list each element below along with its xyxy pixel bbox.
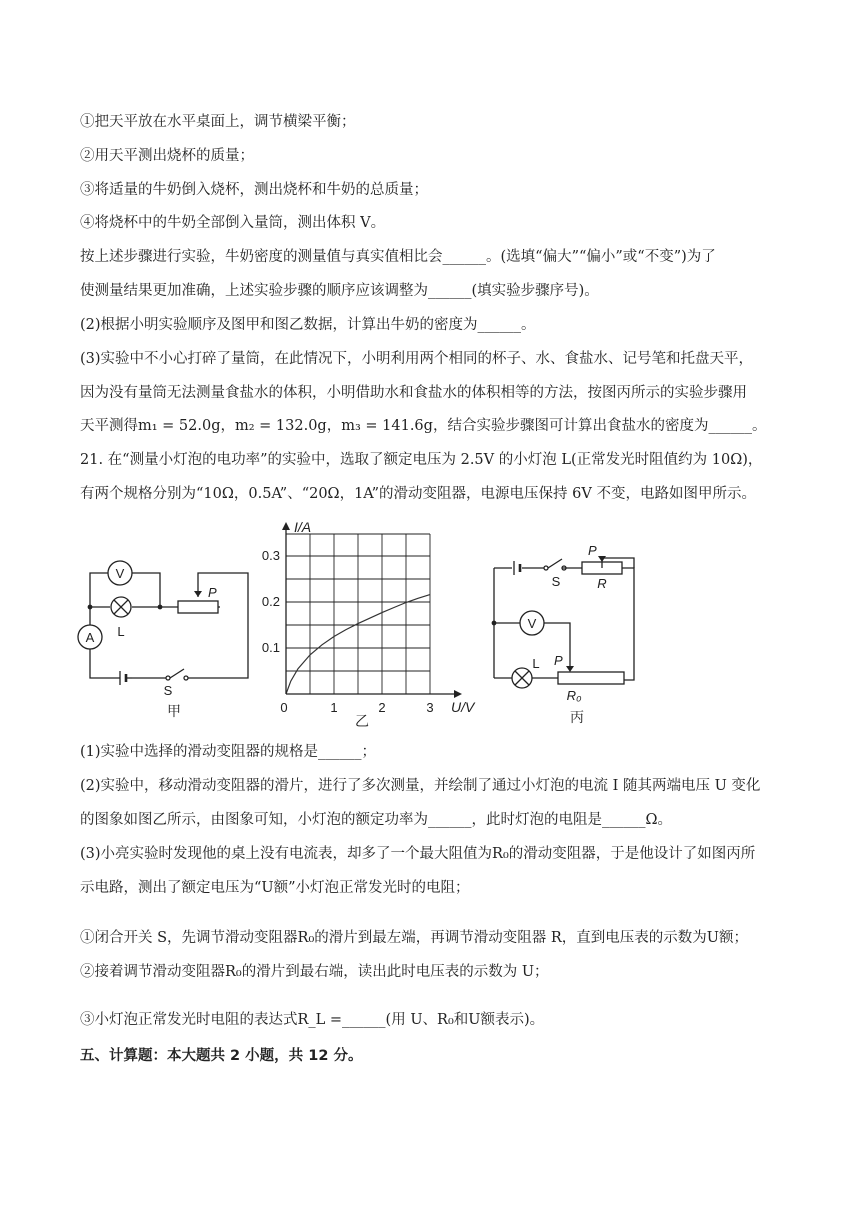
procedure-step-1: ①闭合开关 S，先调节滑动变阻器R₀的滑片到最左端，再调节滑动变阻器 R，直到电压表的示数为U额；: [80, 930, 749, 946]
rheostat-r0-icon: [558, 672, 624, 684]
question-2: (2)根据小明实验顺序及图甲和图乙数据，计算出牛奶的密度为______。: [80, 317, 536, 333]
switch-label: S: [163, 683, 173, 698]
x-tick-label: 1: [330, 700, 338, 715]
rheostat-r-label: R: [597, 576, 607, 591]
problem-21-line-2: 有两个规格分别为“10Ω，0.5A”、“20Ω，1A”的滑动变阻器，电源电压保持 6V 不变，电路如图甲所示。: [80, 486, 756, 502]
y-axis-label: I/A: [294, 519, 312, 535]
subquestion-3-line-1: (3)小亮实验时发现他的桌上没有电流表，却多了一个最大阻值为R₀的滑动变阻器，于是他设计了如图丙所: [80, 846, 756, 862]
switch-label: S: [551, 574, 561, 589]
subquestion-2-line-2: 的图象如图乙所示，由图象可知，小灯泡的额定功率为______，此时灯泡的电阻是______Ω。: [80, 812, 673, 828]
x-tick-label: 0: [280, 700, 288, 715]
question-3-line-2: 因为没有量筒无法测量食盐水的体积，小明借助水和食盐水的体积相等的方法，按图丙所示的实验步骤用: [80, 385, 747, 401]
subquestion-2-line-1: (2)实验中，移动滑动变阻器的滑片，进行了多次测量，并绘制了通过小灯泡的电流 I 随其两端电压 U 变化: [80, 778, 761, 794]
slider-label: P: [208, 585, 217, 600]
question-1-line-2: 使测量结果更加准确，上述实验步骤的顺序应该调整为______(填实验步骤序号)。: [80, 283, 599, 299]
rheostat-r0-label: R₀: [566, 688, 582, 703]
ammeter-label: A: [85, 630, 95, 645]
figure-bing-caption: 丙: [570, 709, 584, 725]
voltmeter-label: V: [115, 566, 125, 581]
step-4: ④将烧杯中的牛奶全部倒入量筒，测出体积 V。: [80, 215, 386, 231]
y-tick-label: 0.1: [261, 640, 280, 655]
x-axis-label: U/V: [451, 699, 475, 715]
subquestion-1: (1)实验中选择的滑动变阻器的规格是______；: [80, 744, 377, 760]
figure-bing-circuit: [482, 530, 652, 730]
lamp-label: L: [532, 656, 540, 671]
x-tick-label: 2: [378, 700, 386, 715]
slider-top-label: P: [588, 543, 597, 558]
figure-jia-circuit: [70, 545, 260, 725]
figure-yi-chart: [258, 512, 478, 734]
section-heading: 五、计算题：本大题共 2 小题，共 12 分。: [80, 1048, 363, 1064]
procedure-step-3: ③小灯泡正常发光时电阻的表达式R_L =______(用 U、R₀和U额表示)。: [80, 1012, 545, 1028]
y-tick-label: 0.3: [261, 548, 280, 563]
voltmeter-label: V: [527, 616, 537, 631]
step-2: ②用天平测出烧杯的质量；: [80, 148, 254, 164]
step-1: ①把天平放在水平桌面上，调节横梁平衡；: [80, 114, 356, 130]
step-3: ③将适量的牛奶倒入烧杯，测出烧杯和牛奶的总质量；: [80, 182, 428, 198]
lamp-label: L: [117, 624, 125, 639]
question-3-line-1: (3)实验中不小心打碎了量筒，在此情况下，小明利用两个相同的杯子、水、食盐水、记号笔和托盘天平，: [80, 351, 754, 367]
subquestion-3-line-2: 示电路，测出了额定电压为“U额”小灯泡正常发光时的电阻；: [80, 880, 470, 896]
question-3-line-3: 天平测得m₁ = 52.0g，m₂ = 132.0g，m₃ = 141.6g，结合实验步骤图可计算出食盐水的密度为______。: [80, 418, 767, 434]
figure-yi-caption: 乙: [355, 713, 369, 729]
rheostat-icon: [178, 601, 218, 613]
problem-21-line-1: 21. 在“测量小灯泡的电功率”的实验中，选取了额定电压为 2.5V 的小灯泡 L(正常发光时阻值约为 10Ω)，: [80, 452, 763, 468]
figure-jia-caption: 甲: [167, 703, 181, 719]
procedure-step-2: ②接着调节滑动变阻器R₀的滑片到最右端，读出此时电压表的示数为 U；: [80, 964, 549, 980]
question-1-line-1: 按上述步骤进行实验，牛奶密度的测量值与真实值相比会______。(选填“偏大”“偏小”或“不变”)为了: [80, 249, 716, 265]
y-tick-label: 0.2: [261, 594, 280, 609]
slider-bottom-label: P: [554, 653, 563, 668]
x-tick-label: 3: [426, 700, 434, 715]
